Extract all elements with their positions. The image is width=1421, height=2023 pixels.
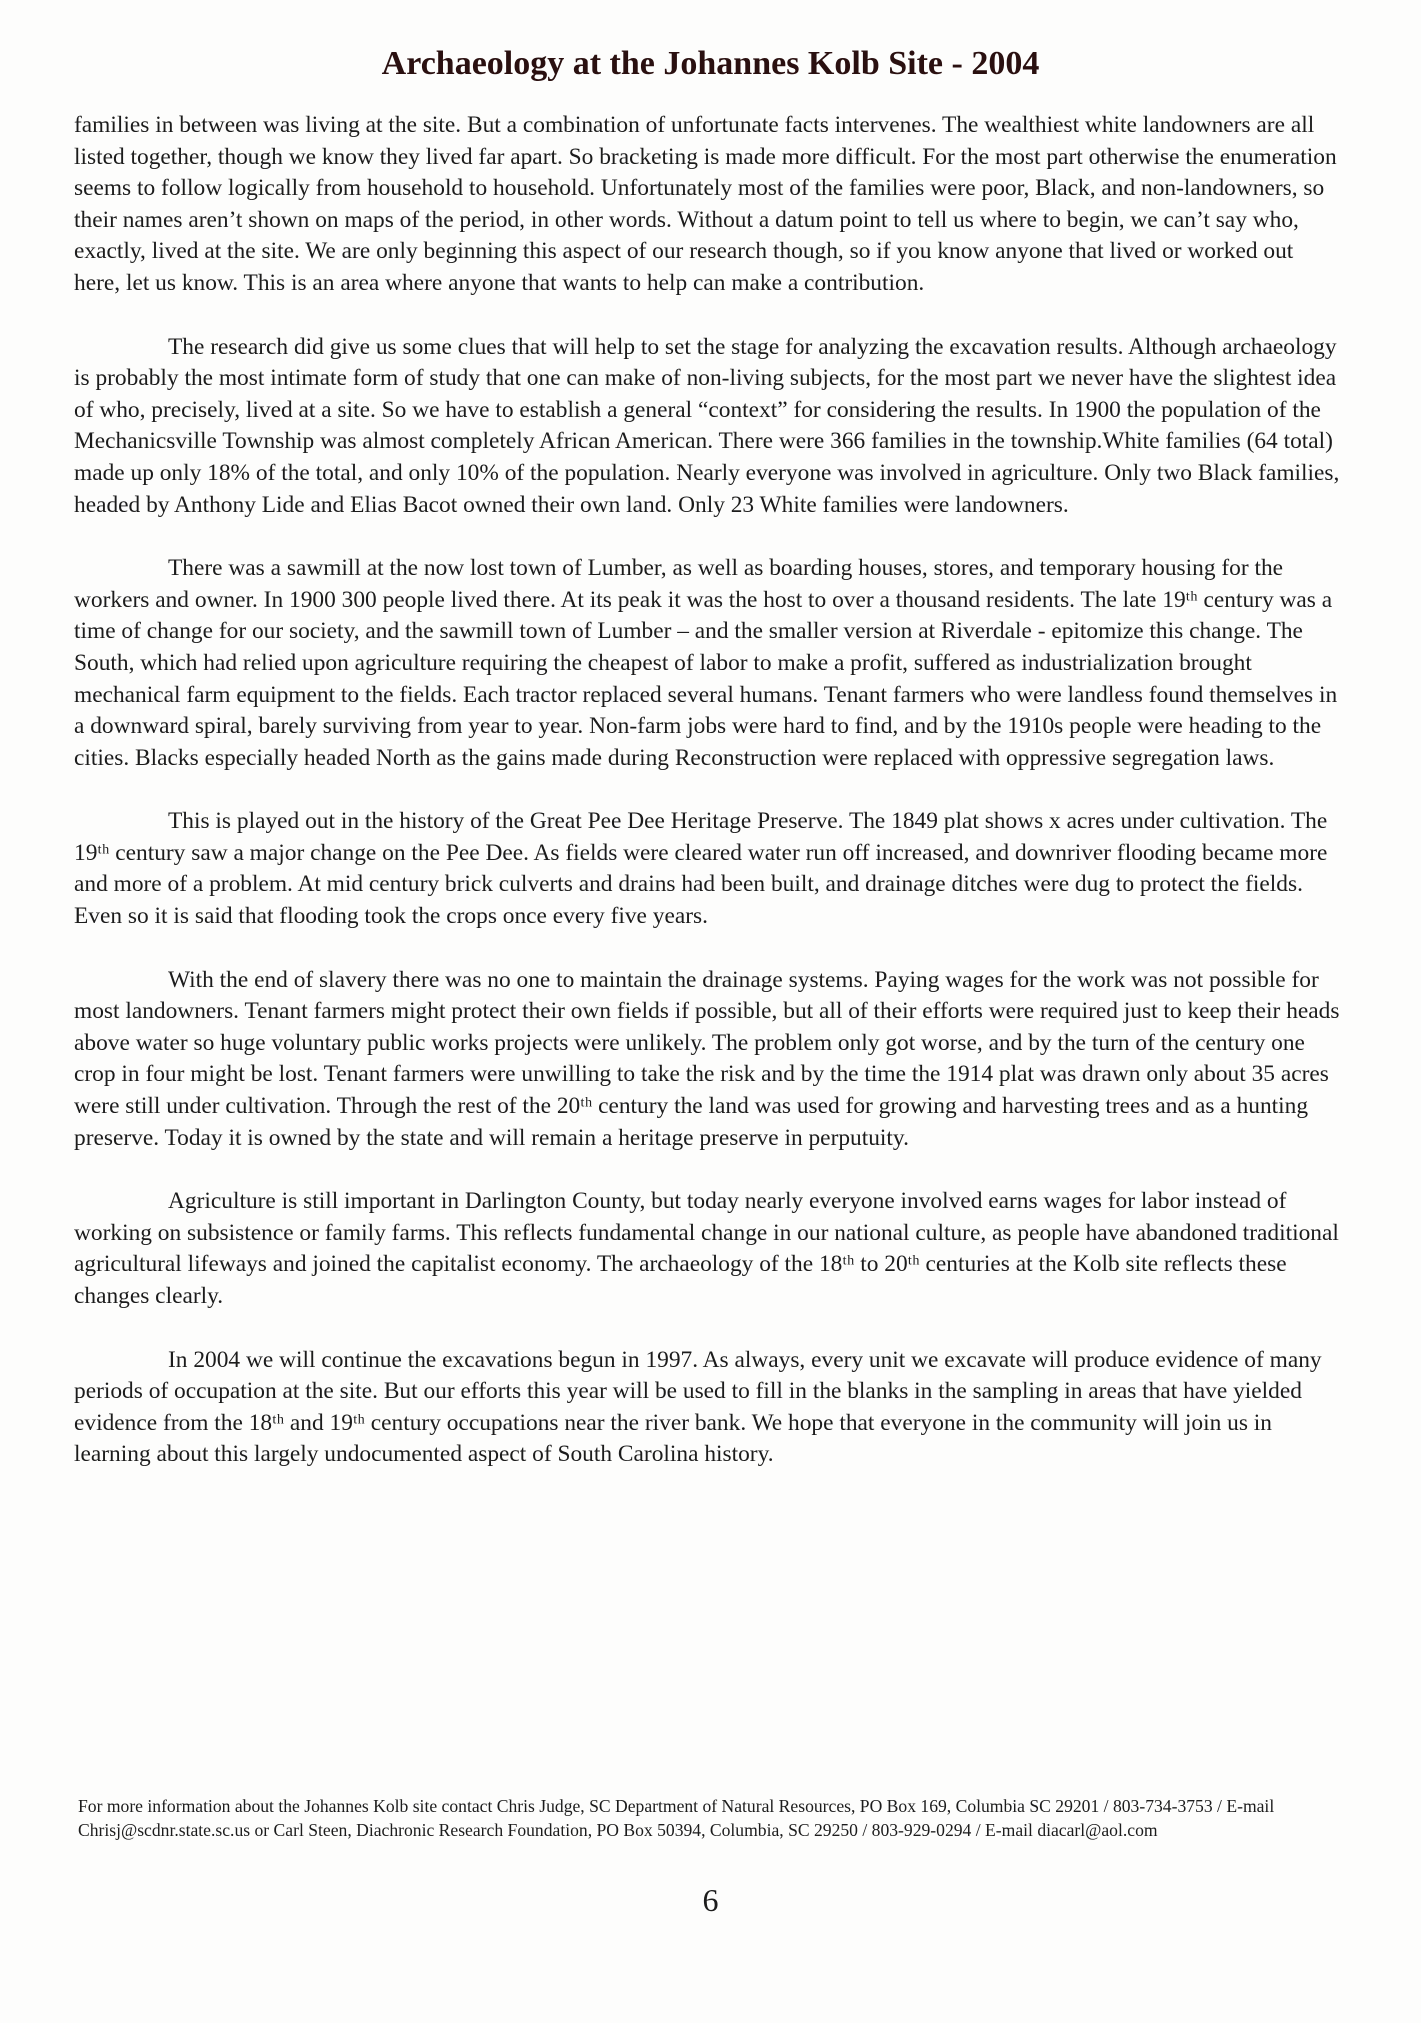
paragraph-end-of-slavery: With the end of slavery there was no one to maintain the drainage systems. Paying wages for the work was not possible for most landowners. Tenant farmers might protect their own fields if possible, but all of their efforts were required just to keep their heads above water so huge voluntary public works projects were unlikely. The problem only got worse, and by the turn of the century one crop in four might be lost. Tenant farmers were unwilling to take the risk and by the time the 1914 plat was drawn only about 35 acres were still under cultivation. Through the rest of the 20ᵗʰ century the land was used for growing and harvesting trees and as a hunting preserve. Today it is owned by the state and will remain a heritage preserve in perputuity. (74, 966, 1340, 1151)
paragraph-2004-excavations: In 2004 we will continue the excavations begun in 1997. As always, every unit we excavate will produce evidence of many periods of occupation at the site. But our efforts this year will be used to fill in the blanks in the sampling in areas that have yielded evidence from the 18ᵗʰ and 19ᵗʰ century occupations near the river bank. We hope that everyone in the community will join us in learning about this largely undocumented aspect of South Carolina history. (74, 1346, 1322, 1468)
paragraph-continuation: families in between was living at the site. But a combination of unfortunate facts intervenes. The wealthiest white landowners are all listed together, though we know they lived far apart. So bracketing is made more difficult. For the most part otherwise the enumeration seems to follow logically from household to household. Unfortunately most of the families were poor, Black, and non-landowners, so their names aren’t shown on maps of the period, in other words. Without a datum point to tell us where to begin, we can’t say who, exactly, lived at the site. We are only beginning this aspect of our research though, so if you know anyone that lived or worked out here, let us know. This is an area where anyone that wants to help can make a contribution. (74, 112, 1337, 296)
paragraph-pee-dee-preserve: This is played out in the history of the Great Pee Dee Heritage Preserve. The 1849 plat shows x acres under cultivation. The 19ᵗʰ century saw a major change on the Pee Dee. As fields were cleared water run off increased, and downriver flooding became more and more of a problem. At mid century brick culverts and drains had been built, and drainage ditches were dug to protect the fields. Even so it is said that flooding took the crops once every five years. (74, 808, 1328, 930)
paragraph-sawmill-lumber: There was a sawmill at the now lost town of Lumber, as well as boarding houses, stores, and temporary housing for the workers and owner. In 1900 300 people lived there. At its peak it was the host to over a thousand residents. The late 19ᵗʰ century was a time of change for our society, and the sawmill town of Lumber – and the smaller version at Riverdale - epitomize this change. The South, which had relied upon agriculture requiring the cheapest of labor to make a profit, suffered as industrialization brought mechanical farm equipment to the fields. Each tractor replaced several humans. Tenant farmers who were landless found themselves in a downward spiral, barely surviving from year to year. Non-farm jobs were hard to find, and by the 1910s people were heading to the cities. Blacks especially headed North as the gains made during Reconstruction were replaced with oppressive segregation laws. (74, 555, 1338, 771)
page-number: 6 (702, 1882, 719, 1918)
article-body (74, 110, 1344, 1503)
paragraph-research-clues: The research did give us some clues that will help to set the stage for analyzing the excavation results. Although archaeology is probably the most intimate form of study that one can make of non-living subjects, for the most part we never have the slightest idea of who, precisely, lived at a site. So we have to establish a general “context” for considering the results. In 1900 the population of the Mechanicsville Township was almost completely African American. There were 366 families in the township.White families (64 total) made up only 18% of the total, and only 10% of the population. Nearly everyone was involved in agriculture. Only two Black families, headed by Anthony Lide and Elias Bacot owned their own land. Only 23 White families were landowners. (74, 333, 1340, 518)
page-title: Archaeology at the Johannes Kolb Site - 2004 (381, 45, 1040, 82)
contact-footer: For more information about the Johannes Kolb site contact Chris Judge, SC Department of Natural Resources, PO Box 169, Columbia SC 29201 / 803-734-3753 / E-mail Chrisj@scdnr.state.sc.us or Carl Steen, Diachronic Research Foundation, PO Box 50394, Columbia, SC 29250 / 803-929-0294 / E-mail diacarl@aol.com (78, 1796, 1275, 1840)
paragraph-agriculture-darlington: Agriculture is still important in Darlington County, but today nearly everyone involved earns wages for labor instead of working on subsistence or family farms. This reflects fundamental change in our national culture, as people have abandoned traditional agricultural lifeways and joined the capitalist economy. The archaeology of the 18ᵗʰ to 20ᵗʰ centuries at the Kolb site reflects these changes clearly. (74, 1188, 1339, 1309)
